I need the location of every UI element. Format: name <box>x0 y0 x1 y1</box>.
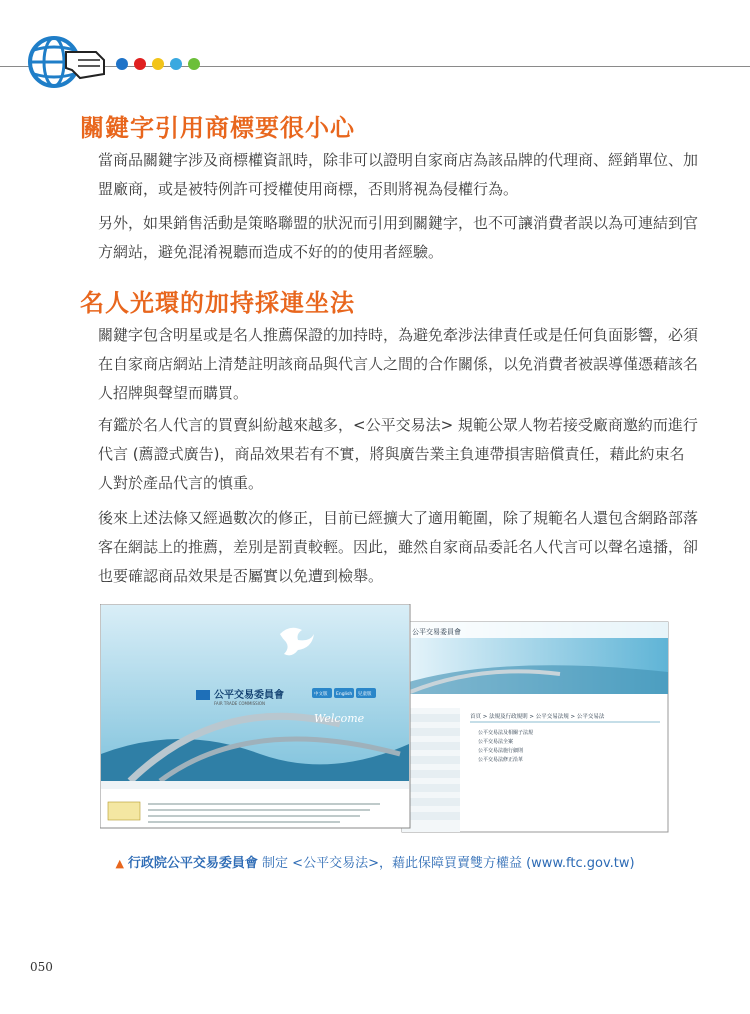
dot-yellow <box>152 58 164 70</box>
right-breadcrumb: 首頁 > 法規及行政規則 > 公平交易法規 > 公平交易法 <box>470 714 605 720</box>
left-logo-en: FAIR TRADE COMMISSION <box>214 701 265 706</box>
dot-blue <box>116 58 128 70</box>
dot-lightblue <box>170 58 182 70</box>
website-screenshots <box>100 604 680 840</box>
section-title: 名人光環的加持採連坐法 <box>80 289 355 317</box>
caption-org: 行政院公平交易委員會 <box>127 856 258 871</box>
caption-text: 制定 <公平交易法>，藉此保障買賣雙方權益 (www.ftc.gov.tw) <box>257 856 635 871</box>
section-title: 關鍵字引用商標要很小心 <box>80 114 355 142</box>
paragraph: 關鍵字包含明星或是名人推薦保證的加持時，為避免牽涉法律責任或是任何負面影響，必須在自家商店網站上清楚註明該商品與代言人之間的合作關係，以免消費者被誤導僅憑藉該名人招牌與聲望而購買。 <box>98 326 699 402</box>
right-list-item: 公平交易法及相關子法規 <box>478 730 534 736</box>
lang-label: 中文版 <box>314 692 328 697</box>
left-logo-mark <box>196 690 210 700</box>
paragraph: 後來上述法條又經過數次的修正，目前已經擴大了適用範圍，除了規範名人還包含網路部落客在網誌上的推薦，差別是罰責較輕。因此，雖然自家商品委託名人代言可以聲名遠播，卻也要確認商品效果是否屬實以免遭到檢舉。 <box>98 509 699 585</box>
paragraph: 另外，如果銷售活動是策略聯盟的狀況而引用到關鍵字，也不可讓消費者誤以為可連結到官方網站，避免混淆視聽而造成不好的的使用者經驗。 <box>98 214 699 261</box>
right-list-item: 公平交易法修正沿革 <box>478 757 524 763</box>
dot-red <box>134 58 146 70</box>
lang-label: 兒童版 <box>358 692 372 697</box>
decorative-dots <box>116 58 200 70</box>
right-list-item: 公平交易法全案 <box>478 739 514 745</box>
lang-label: English <box>336 692 353 697</box>
welcome-text: Welcome <box>314 712 365 725</box>
screenshot-right <box>402 622 668 832</box>
dot-green <box>188 58 200 70</box>
badge-icon <box>108 802 140 820</box>
globe-with-hand-cursor-icon <box>20 22 112 92</box>
paragraph: 當商品關鍵字涉及商標權資訊時，除非可以證明自家商店為該品牌的代理商、經銷單位、加盟廠商，或是被特例許可授權使用商標，否則將視為侵權行為。 <box>98 151 699 198</box>
right-logo: 公平交易委員會 <box>412 628 461 636</box>
left-logo: 公平交易委員會 <box>214 690 284 701</box>
right-list-item: 公平交易法施行細則 <box>478 748 524 754</box>
paragraph: 有鑑於名人代言的買賣糾紛越來越多，<公平交易法> 規範公眾人物若接受廠商邀約而進行代言 (薦證式廣告)，商品效果若有不實，將與廣告業主負連帶損害賠償責任，藉此約束名人對於產品代言的慎重。 <box>98 416 698 492</box>
header-rule <box>0 66 750 67</box>
page-number: 050 <box>30 960 53 974</box>
triangle-icon: ▲ <box>115 857 124 870</box>
figure-caption <box>0 852 750 871</box>
screenshot-left <box>100 604 410 828</box>
